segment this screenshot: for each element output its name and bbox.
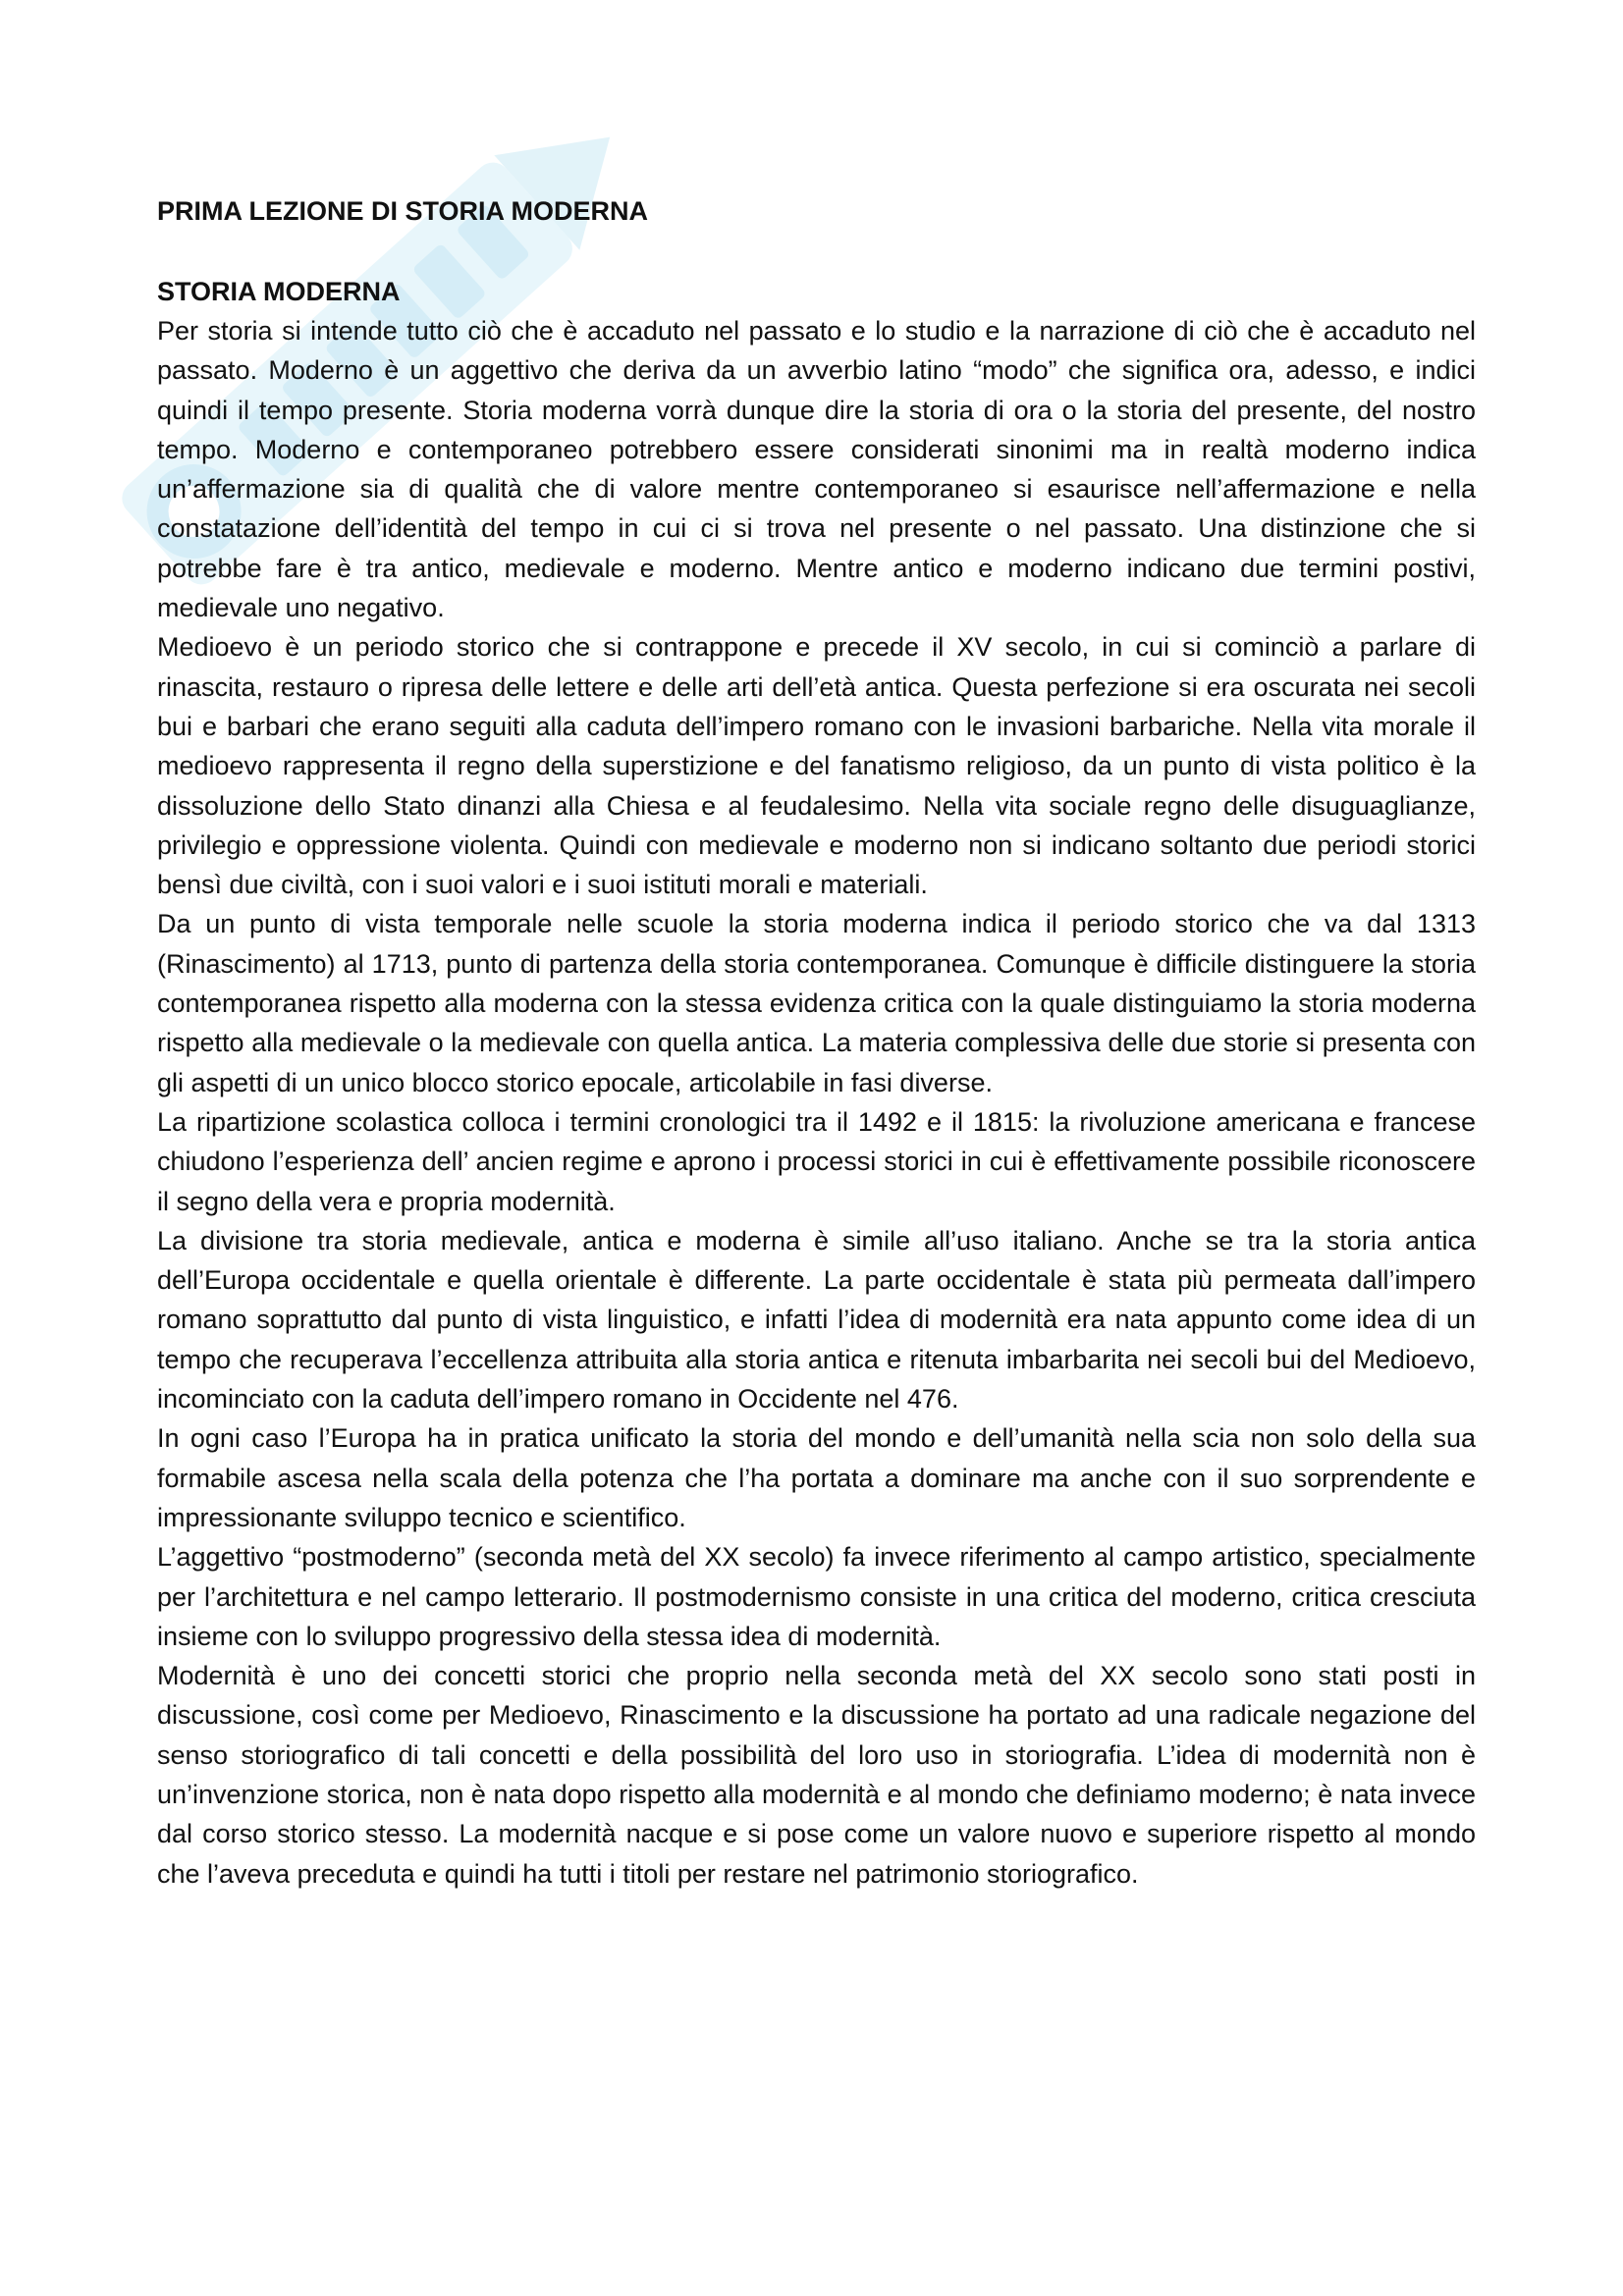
section-heading: STORIA MODERNA — [157, 277, 401, 306]
paragraph: La ripartizione scolastica colloca i termini cronologici tra il 1492 e il 1815: la rivoluzione americana e francese chiudono l’esperienza dell’ ancien regime e aprono i processi storici in cui è effettivamente possibile riconoscere il segno della vera e propria modernità. — [157, 1106, 1476, 1216]
paragraph: Modernità è uno dei concetti storici che proprio nella seconda metà del XX secolo sono stati posti in discussione, così come per Medioevo, Rinascimento e la discussione ha portato ad una radicale negazione del senso storiografico di tali concetti e della possibilità del loro uso in storiografia. L’idea di modernità non è un’invenzione storica, non è nata dopo rispetto alla modernità e al mondo che definiamo moderno; è nata invece dal corso storico stesso. La modernità nacque e si pose come un valore nuovo e superiore rispetto al mondo che l’aveva preceduta e quindi ha tutti i titoli per restare nel patrimonio storiografico. — [157, 1661, 1476, 1889]
paragraph: In ogni caso l’Europa ha in pratica unificato la storia del mondo e dell’umanità nella scia non solo della sua formabile ascesa nella scala della potenza che l’ha portata a dominare ma anche con il suo sorprendente e impressionante sviluppo tecnico e scientifico. — [157, 1423, 1476, 1532]
paragraph: Medioevo è un periodo storico che si contrappone e precede il XV secolo, in cui si cominciò a parlare di rinascita, restauro o ripresa delle lettere e delle arti dell’età antica. Questa perfezione si era oscurata nei secoli bui e barbari che erano seguiti alla caduta dell’impero romano con le invasioni barbariche. Nella vita morale il medioevo rappresenta il regno della superstizione e del fanatismo religioso, da un punto di vista politico è la dissoluzione dello Stato dinanzi alla Chiesa e al feudalesimo. Nella vita sociale regno delle disuguaglianze, privilegio e oppressione violenta. Quindi con medievale e moderno non si indicano soltanto due periodi storici bensì due civiltà, con i suoi valori e i suoi istituti morali e materiali. — [157, 632, 1476, 900]
document-page — [157, 191, 1476, 1894]
paragraph: L’aggettivo “postmoderno” (seconda metà del XX secolo) fa invece riferimento al campo artistico, specialmente per l’architettura e nel campo letterario. Il postmodernismo consiste in una critica del moderno, critica cresciuta insieme con lo sviluppo progressivo della stessa idea di modernità. — [157, 1542, 1476, 1651]
paragraph: Per storia si intende tutto ciò che è accaduto nel passato e lo studio e la narrazione di ciò che è accaduto nel passato. Moderno è un aggettivo che deriva da un avverbio latino “modo” che significa ora, adesso, e indici quindi il tempo presente. Storia moderna vorrà dunque dire la storia di ora o la storia del presente, del nostro tempo. Moderno e contemporaneo potrebbero essere considerati sinonimi ma in realtà moderno indica un’affermazione sia di qualità che di valore mentre contemporaneo si esaurisce nell’affermazione e nella constatazione dell’identità del tempo in cui ci si trova nel presente o nel passato. Una distinzione che si potrebbe fare è tra antico, medievale e moderno. Mentre antico e moderno indicano due termini postivi, medievale uno negativo. — [157, 316, 1476, 623]
document-title: PRIMA LEZIONE DI STORIA MODERNA — [157, 196, 649, 226]
paragraph: Da un punto di vista temporale nelle scuole la storia moderna indica il periodo storico che va dal 1313 (Rinascimento) al 1713, punto di partenza della storia contemporanea. Comunque è difficile distinguere la storia contemporanea rispetto alla moderna con la stessa evidenza critica con la quale distinguiamo la storia moderna rispetto alla medievale o la medievale con quella antica. La materia complessiva delle due storie si presenta con gli aspetti di un unico blocco storico epocale, articolabile in fasi diverse. — [157, 909, 1476, 1097]
paragraph: La divisione tra storia medievale, antica e moderna è simile all’uso italiano. Anche se tra la storia antica dell’Europa occidentale e quella orientale è differente. La parte occidentale è stata più permeata dall’impero romano soprattutto dal punto di vista linguistico, e infatti l’idea di modernità era nata appunto come idea di un tempo che recuperava l’eccellenza attribuita alla storia antica e ritenuta imbarbarita nei secoli bui del Medioevo, incominciato con la caduta dell’impero romano in Occidente nel 476. — [157, 1225, 1476, 1415]
